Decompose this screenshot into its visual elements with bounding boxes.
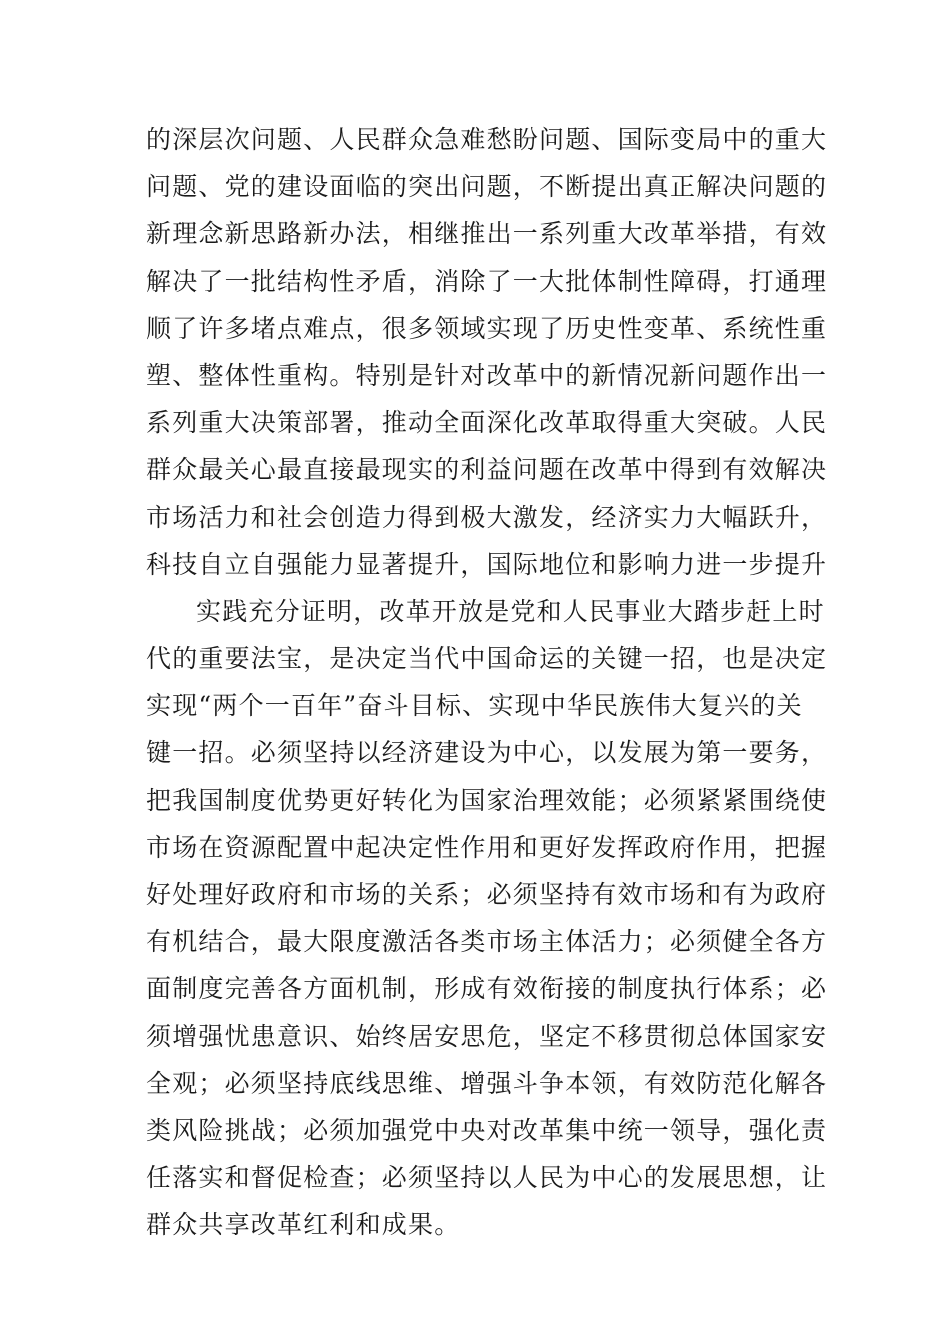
- text-line: 全观；必须坚持底线思维、增强斗争本领，有效防范化解各: [146, 1068, 828, 1098]
- body-text: [146, 116, 828, 1249]
- text-line: 群众共享改革红利和成果。: [146, 1210, 461, 1240]
- text-line: 面制度完善各方面机制，形成有效衔接的制度执行体系；必: [146, 974, 828, 1004]
- text-line: 键一招。必须坚持以经济建设为中心，以发展为第一要务，: [146, 738, 828, 768]
- text-line: 科技自立自强能力显著提升，国际地位和影响力进一步提升: [146, 549, 828, 579]
- text-line: 的深层次问题、人民群众急难愁盼问题、国际变局中的重大: [146, 125, 828, 154]
- text-line: 代的重要法宝，是决定当代中国命运的关键一招，也是决定: [146, 644, 828, 674]
- text-line: 类风险挑战；必须加强党中央对改革集中统一领导，强化责: [146, 1115, 828, 1145]
- text-line: 系列重大决策部署，推动全面深化改革取得重大突破。人民: [146, 408, 828, 438]
- text-line: 实现“两个一百年”奋斗目标、实现中华民族伟大复兴的关: [146, 691, 803, 721]
- text-line: 须增强忧患意识、始终居安思危，坚定不移贯彻总体国家安: [146, 1021, 828, 1051]
- text-line: 群众最关心最直接最现实的利益问题在改革中得到有效解决: [146, 455, 828, 485]
- text-line: 有机结合，最大限度激活各类市场主体活力；必须健全各方: [146, 927, 828, 957]
- text-line: 顺了许多堵点难点，很多领域实现了历史性变革、系统性重: [146, 313, 828, 343]
- text-line: 塑、整体性重构。特别是针对改革中的新情况新问题作出一: [146, 360, 828, 390]
- text-line: 任落实和督促检查；必须坚持以人民为中心的发展思想，让: [146, 1163, 828, 1193]
- text-line: 把我国制度优势更好转化为国家治理效能；必须紧紧围绕使: [146, 785, 828, 815]
- text-line: 市场活力和社会创造力得到极大激发，经济实力大幅跃升，: [146, 502, 828, 532]
- text-line: 市场在资源配置中起决定性作用和更好发挥政府作用，把握: [146, 832, 828, 862]
- text-line: 新理念新思路新办法，相继推出一系列重大改革举措，有效: [146, 219, 828, 249]
- text-line: 解决了一批结构性矛盾，消除了一大批体制性障碍，打通理: [146, 266, 828, 296]
- paragraph-first-line: 实践充分证明，改革开放是党和人民事业大踏步赶上时: [196, 596, 825, 626]
- text-line: 问题、党的建设面临的突出问题，不断提出真正解决问题的: [146, 172, 828, 202]
- text-line: 好处理好政府和市场的关系；必须坚持有效市场和有为政府: [146, 880, 828, 909]
